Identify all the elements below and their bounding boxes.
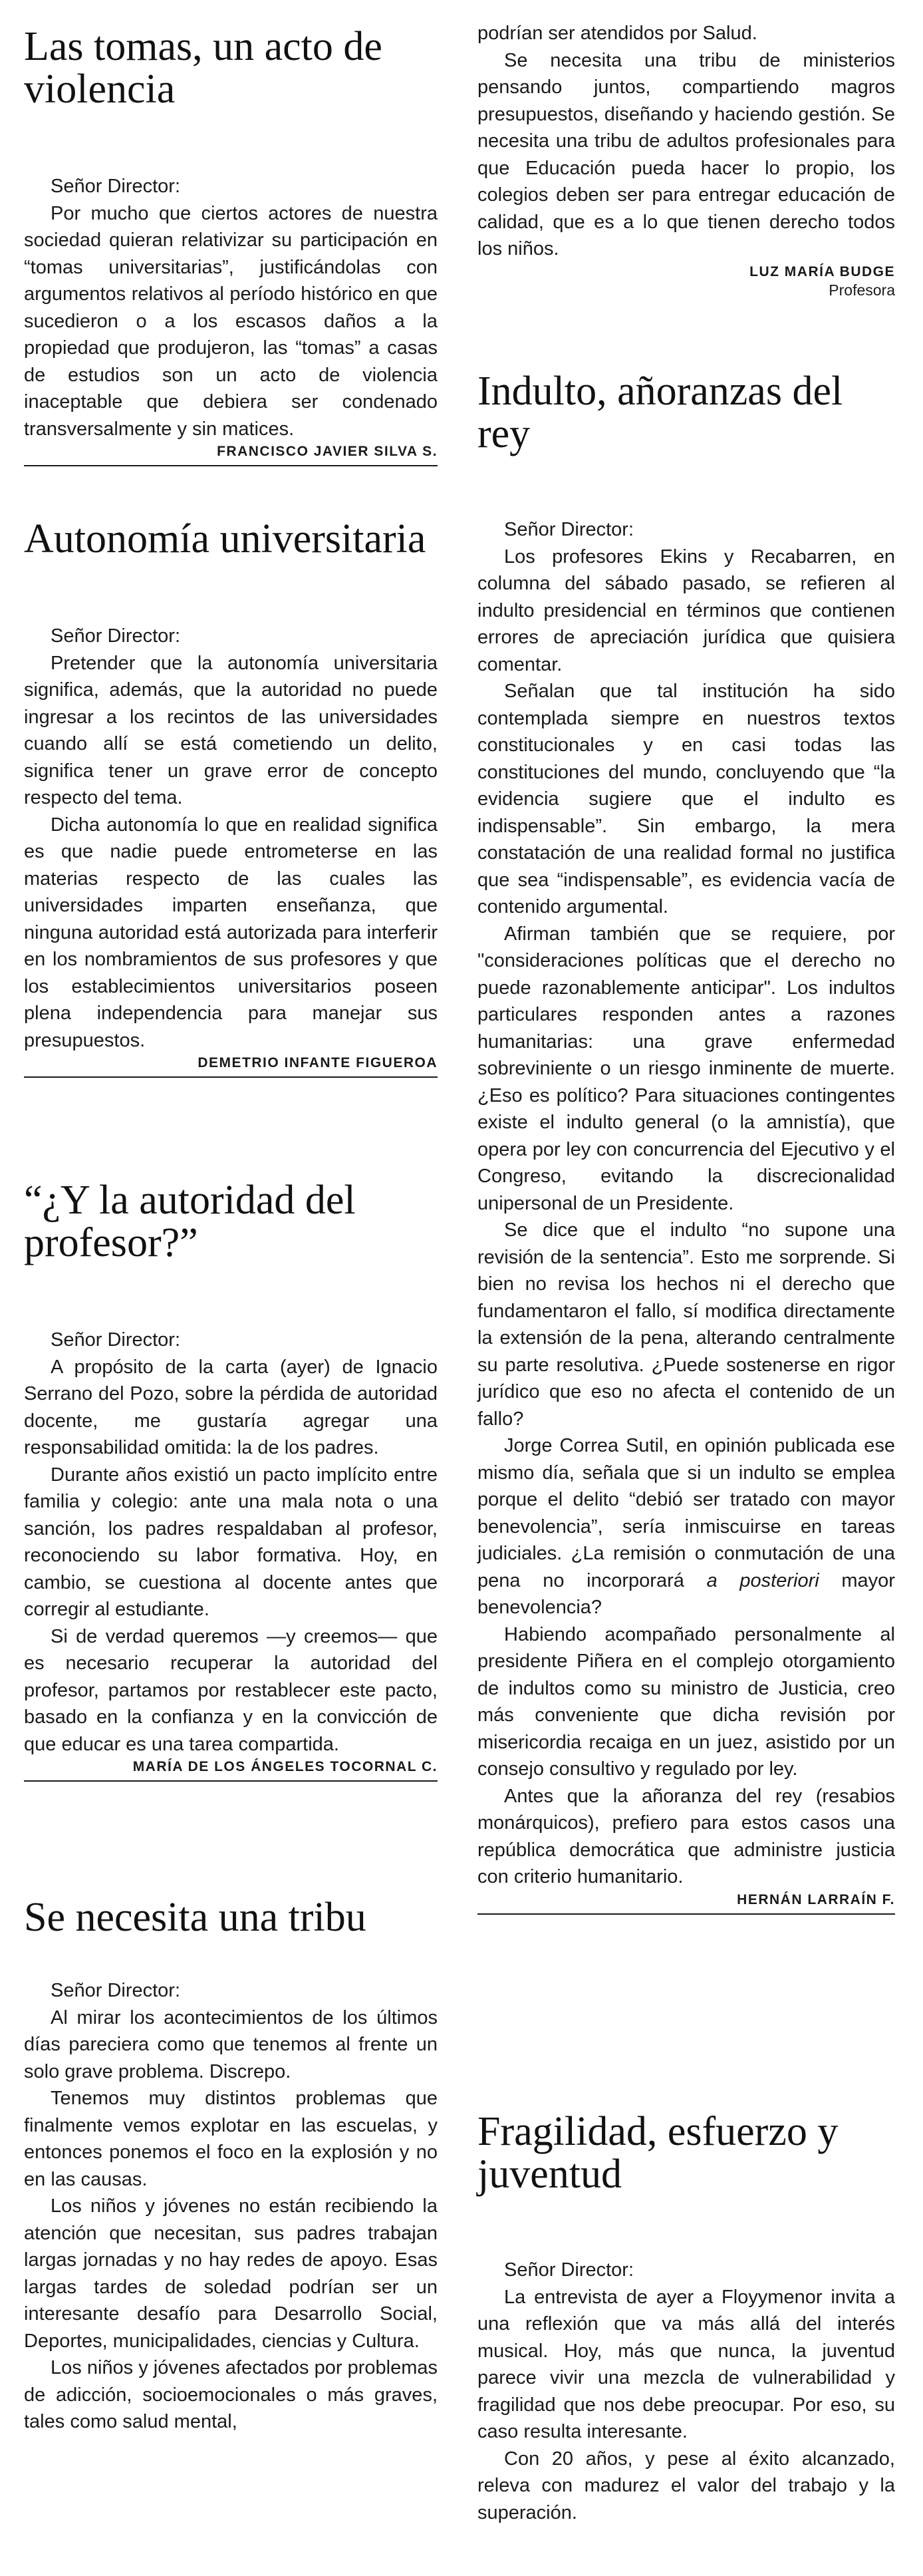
divider — [24, 1780, 438, 1782]
letter-body — [477, 2257, 895, 2526]
letter-tribu — [24, 1896, 438, 2436]
salutation: Señor Director: — [51, 176, 181, 197]
letter-body — [477, 516, 895, 1891]
paragraph: La entrevista de ayer a Floyymenor invita a una reflexión que va más allá del interés musical. Hoy, más que nunca, la juventud parece vivir una mezcla de vulnerabilidad y fragilidad que nos debe preocupar. Por eso, su caso resulta interesante. — [477, 2286, 895, 2442]
letter-title: Se necesita una tribu — [24, 1895, 366, 1940]
letter-title: Las tomas, un acto de violencia — [24, 24, 382, 112]
paragraph: A propósito de la carta (ayer) de Ignacio Serrano del Pozo, sobre la pérdida de autoridad docente, me gustaría agregar una responsabilidad omitida: la de los padres. — [24, 1356, 438, 1458]
signature: MARÍA DE LOS ÁNGELES TOCORNAL C. — [132, 1759, 438, 1774]
signature-role: Profesora — [829, 281, 895, 299]
paragraph: Por mucho que ciertos actores de nuestra sociedad quieran relativizar su participación en “tomas universitarias”, justificándolas con argumentos relativos al período histórico en que sucedieron o a los escasos daños a la propiedad que produjeron, las “tomas” a casas de estudios son un acto de violencia inaceptable que debiera ser condenado transversalmente y sin matices. — [24, 202, 438, 440]
divider — [24, 465, 438, 466]
paragraph: Los niños y jóvenes no están recibiendo la atención que necesitan, sus padres trabajan largas jornadas y no hay redes de apoyo. Esas largas tardes de soledad podrían ser un interesante desafío para Desarrollo Social, Deportes, municipalidades, ciencias y Cultura. — [24, 2195, 438, 2352]
letter-body — [24, 173, 438, 442]
divider — [477, 1913, 895, 1915]
paragraph: Señalan que tal institución ha sido contemplada siempre en nuestros textos constitucionales y en casi todas las constituciones del mundo, concluyendo que “la evidencia sugiere que el indulto es indispensable”. Sin embargo, la mera constatación de una realidad formal no justifica que sea “indispensable”, es evidencia vacía de contenido argumental. — [477, 681, 895, 917]
paragraph: podrían ser atendidos por Salud. — [477, 23, 757, 44]
letter-body — [477, 20, 895, 263]
paragraph: Durante años existió un pacto implícito entre familia y colegio: ante una mala nota o una sanción, los padres respaldaban al profesor, reconociendo su labor formativa. Hoy, en cambio, se cuestiona al docente antes que corregir al estudiante. — [24, 1464, 438, 1620]
salutation: Señor Director: — [504, 2259, 634, 2281]
signature: LUZ MARÍA BUDGE — [749, 263, 895, 279]
paragraph: Si de verdad queremos —y creemos— que es necesario recuperar la autoridad del profesor, partamos por restablecer este pacto, basado en la confianza y en la convicción de que educar es una tarea compartida. — [24, 1625, 438, 1755]
letter-title: Autonomía universitaria — [24, 516, 426, 562]
paragraph: Se necesita una tribu de ministerios pensando juntos, compartiendo magros presupuestos, diseñando y haciendo gestión. Se necesita una tribu de adultos profesionales para que Educación pueda hacer lo propio, los colegios deben ser para entregar educación de calidad, que es a lo que tienen derecho todos los niños. — [477, 49, 895, 259]
salutation: Señor Director: — [51, 625, 181, 647]
paragraph: Los niños y jóvenes afectados por problemas de adicción, socioemocionales o más graves, tales como salud mental, — [24, 2357, 438, 2432]
letter-fragilidad — [477, 2110, 895, 2526]
paragraph: Antes que la añoranza del rey (resabios monárquicos), prefiero para estos casos una república democrática que administre justicia con criterio humanitario. — [477, 1785, 895, 1887]
paragraph: Habiendo acompañado personalmente al presidente Piñera en el complejo otorgamiento de indultos como su ministro de Justicia, creo más conveniente que dicha revisión por misericordia recaiga en un juez, asistido por un consejo consultivo y regulado por ley. — [477, 1623, 895, 1780]
paragraph: Al mirar los acontecimientos de los últimos días pareciera como que tenemos al frente un solo grave problema. Discrepo. — [24, 2007, 438, 2082]
salutation: Señor Director: — [504, 519, 634, 540]
letter-title: “¿Y la autoridad del profesor?” — [24, 1178, 356, 1265]
letter-body — [24, 1977, 438, 2436]
letter-tribu-continued — [477, 20, 895, 299]
paragraph: Dicha autonomía lo que en realidad significa es que nadie puede entrometerse en las materias respecto de las cuales las universidades imparten enseñanza, que ninguna autoridad está autorizada para interferir en los nombramientos de sus profesores y que los establecimientos universitarios poseen plena independencia para manejar sus presupuestos. — [24, 814, 438, 1051]
signature: FRANCISCO JAVIER SILVA S. — [217, 444, 438, 459]
letter-title: Fragilidad, esfuerzo y juventud — [477, 2109, 839, 2197]
letter-body — [24, 623, 438, 1054]
signature: HERNÁN LARRAÍN F. — [737, 1891, 895, 1907]
paragraph: Los profesores Ekins y Recabarren, en columna del sábado pasado, se refieren al indulto presidencial en términos que contienen errores de apreciación jurídica que quisiera comentar. — [477, 546, 895, 675]
salutation: Señor Director: — [51, 1329, 181, 1351]
salutation: Señor Director: — [51, 1980, 181, 2001]
paragraph: Afirman también que se requiere, por "consideraciones políticas que el derecho no puede razonablemente anticipar". Los indultos particulares responden antes a razones humanitarias: una grave enfermedad sobreviniente o un riesgo inminente de muerte. ¿Eso es político? Para situaciones contingentes existe el indulto general (o la amnistía), que opera por ley con concurrencia del Ejecutivo y el Congreso, evitando la discrecionalidad unipersonal de un Presidente. — [477, 923, 895, 1214]
paragraph-text: mayor benevolencia? — [477, 1569, 895, 1618]
paragraph: Con 20 años, y pese al éxito alcanzado, releva con madurez el valor del trabajo y la superación. — [477, 2448, 895, 2523]
paragraph: Tenemos muy distintos problemas que finalmente vemos explotar en las escuelas, y entonces ponemos el foco en la explosión y no en las causas. — [24, 2088, 438, 2190]
divider — [24, 1076, 438, 1078]
letter-title: Indulto, añoranzas del rey — [477, 369, 843, 456]
paragraph: Se dice que el indulto “no supone una revisión de la sentencia”. Esto me sorprende. Si bien no revisa los hechos ni el derecho que fundamentaron el fallo, sí modifica directamente la extensión de la pena, alterando centralmente su parte resolutiva. ¿Puede sostenerse en rigor jurídico que eso no afecta el contenido de un fallo? — [477, 1219, 895, 1430]
letter-indulto — [477, 370, 895, 1915]
letter-tomas — [24, 25, 438, 466]
italic-phrase: a posteriori — [706, 1569, 819, 1591]
paragraph-text: Jorge Correa Sutil, en opinión publicada ese mismo día, señala que si un indulto se emplea porque el delito “debió ser tratado con mayor benevolencia”, sería inmiscuirse en tareas judiciales. ¿La remisión o conmutación de una pena no incorporará — [477, 1435, 895, 1591]
paragraph — [477, 1432, 895, 1621]
letter-autonomia — [24, 518, 438, 1078]
letter-autoridad-profesor — [24, 1179, 438, 1782]
signature: DEMETRIO INFANTE FIGUEROA — [198, 1055, 438, 1070]
letter-body — [24, 1327, 438, 1758]
paragraph: Pretender que la autonomía universitaria significa, además, que la autoridad no puede ingresar a los recintos de las universidades cuando allí se está cometiendo un delito, significa tener un grave error de concepto respecto del tema. — [24, 652, 438, 808]
